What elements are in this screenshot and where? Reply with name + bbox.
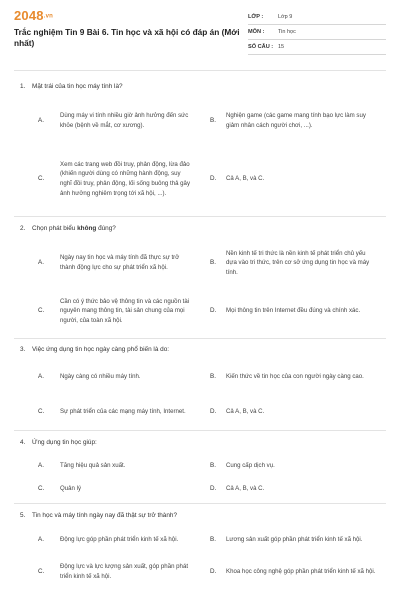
option-d[interactable] xyxy=(200,290,386,332)
question-number: 1. xyxy=(20,82,26,90)
question-text: Việc ứng dụng tin học ngày càng phổ biến là do: xyxy=(32,345,170,353)
question-text-pre: Chọn phát biểu xyxy=(32,224,78,232)
question-number: 4. xyxy=(20,438,26,446)
question-stem xyxy=(14,222,386,234)
question-5 xyxy=(14,509,386,583)
option-row xyxy=(14,365,386,389)
option-label: B. xyxy=(210,462,216,470)
option-label: B. xyxy=(210,117,216,125)
option-b[interactable] xyxy=(200,529,386,551)
question-2 xyxy=(14,222,386,332)
option-a[interactable] xyxy=(14,529,200,551)
option-text: Lương sản xuất góp phần phát triển kinh tế xã hội. xyxy=(226,536,363,544)
meta-value: 15 xyxy=(278,44,285,50)
option-b[interactable] xyxy=(200,460,386,472)
option-label: D. xyxy=(210,408,217,416)
option-label: C. xyxy=(38,175,45,183)
option-c[interactable] xyxy=(14,150,200,208)
question-divider xyxy=(14,503,386,504)
meta-box xyxy=(248,10,386,70)
question-number: 2. xyxy=(20,224,26,232)
question-3 xyxy=(14,343,386,425)
option-label: D. xyxy=(210,307,217,315)
option-d[interactable] xyxy=(200,483,386,495)
question-text-emphasis: không xyxy=(77,224,97,232)
option-text: Kiến thức về tin học của con người ngày càng cao. xyxy=(226,373,364,381)
option-label: B. xyxy=(210,373,216,381)
option-text: Động lực góp phần phát triển kinh tế xã hội. xyxy=(60,536,179,544)
option-row xyxy=(14,242,386,284)
option-c[interactable] xyxy=(14,483,200,495)
meta-row-subject xyxy=(248,25,386,40)
option-d[interactable] xyxy=(200,561,386,583)
option-label: C. xyxy=(38,408,45,416)
option-text: Ngày nay tin học và máy tính đã thực sự trở thành động lực cho sự phát triển xã hội. xyxy=(60,254,180,271)
option-text: Sự phát triển của các mạng máy tính, Internet. xyxy=(60,408,186,416)
option-a[interactable] xyxy=(14,242,200,284)
meta-key: MÔN : xyxy=(248,29,265,35)
option-text: Động lực và lực lượng sản xuất, góp phần phát triển kinh tế xã hội. xyxy=(60,563,189,580)
option-label: A. xyxy=(38,536,44,544)
brand-logo[interactable] xyxy=(14,8,244,23)
option-c[interactable] xyxy=(14,561,200,583)
option-text: Nền kinh tế tri thức là nền kinh tế phát triển chủ yếu dựa vào tri thức, trên cơ sở ứng dụng tin học và máy tính. xyxy=(226,249,370,276)
option-label: C. xyxy=(38,485,45,493)
option-b[interactable] xyxy=(200,106,386,136)
question-stem xyxy=(14,80,386,92)
option-text: Khoa học công nghệ góp phần phát triển kinh tế xã hội. xyxy=(226,568,376,576)
option-c[interactable] xyxy=(14,399,200,425)
option-text: Cần có ý thức bảo vệ thông tin và các nguồn tài nguyên mang thông tin, tài sản chung của mọi người, của toàn xã hội. xyxy=(60,297,190,324)
brand-name: 2048 xyxy=(14,8,44,23)
option-label: B. xyxy=(210,259,216,267)
option-label: A. xyxy=(38,117,44,125)
question-text: Ứng dụng tin học giúp: xyxy=(32,438,97,446)
option-d[interactable] xyxy=(200,150,386,208)
document-title: Trắc nghiệm Tin 9 Bài 6. Tin học và xã hội có đáp án (Mới nhất) xyxy=(14,27,240,48)
option-a[interactable] xyxy=(14,365,200,389)
header xyxy=(14,8,386,70)
question-text-post: đúng? xyxy=(96,224,116,232)
meta-value: Tin học xyxy=(278,29,296,35)
option-text: Cung cấp dịch vụ. xyxy=(226,462,275,470)
question-text: Mặt trái của tin học máy tính là? xyxy=(32,82,123,90)
option-row xyxy=(14,561,386,583)
question-divider xyxy=(14,216,386,217)
option-label: B. xyxy=(210,536,216,544)
question-4 xyxy=(14,436,386,495)
option-text: Cả A, B, và C. xyxy=(226,485,265,493)
option-row xyxy=(14,150,386,208)
option-a[interactable] xyxy=(14,460,200,472)
option-text: Mọi thông tin trên Internet đều đúng và chính xác. xyxy=(226,307,361,315)
question-stem xyxy=(14,343,386,355)
meta-key: SỐ CÂU : xyxy=(248,44,274,50)
option-label: A. xyxy=(38,462,44,470)
meta-row-class xyxy=(248,10,386,25)
option-label: C. xyxy=(38,307,45,315)
option-row xyxy=(14,529,386,551)
meta-row-count xyxy=(248,40,386,55)
brand-suffix: .vn xyxy=(43,13,54,20)
question-divider xyxy=(14,430,386,431)
option-row xyxy=(14,106,386,136)
question-stem xyxy=(14,509,386,521)
option-label: A. xyxy=(38,259,44,267)
option-text: Quản lý xyxy=(60,485,82,493)
question-divider xyxy=(14,338,386,339)
option-label: D. xyxy=(210,568,217,576)
question-text xyxy=(32,225,116,232)
option-label: C. xyxy=(38,568,45,576)
option-b[interactable] xyxy=(200,365,386,389)
option-label: D. xyxy=(210,175,217,183)
header-left xyxy=(14,8,244,70)
option-row xyxy=(14,460,386,472)
option-text: Ngày càng có nhiều máy tính. xyxy=(60,373,141,381)
question-number: 3. xyxy=(20,345,26,353)
question-text: Tin học và máy tính ngày nay đã thật sự trở thành? xyxy=(32,511,177,519)
header-divider xyxy=(14,70,386,71)
option-label: D. xyxy=(210,485,217,493)
option-d[interactable] xyxy=(200,399,386,425)
question-number: 5. xyxy=(20,511,26,519)
option-row xyxy=(14,290,386,332)
option-text: Dùng máy vi tính nhiều giờ ảnh hưởng đến sức khỏe (bệnh về mắt, cơ xương). xyxy=(60,112,189,129)
option-label: A. xyxy=(38,373,44,381)
option-text: Xem các trang web đồi truy, phản động, lừa đảo (khiến người dùng có những hành động, suy nghĩ đồi truy, phản động, lối sống buông thả gây ảnh hưởng nghiêm trọng tới xã hội, ...). xyxy=(60,160,190,197)
question-1 xyxy=(14,80,386,208)
question-stem xyxy=(14,436,386,448)
meta-key: LỚP : xyxy=(248,14,264,20)
option-row xyxy=(14,399,386,425)
option-b[interactable] xyxy=(200,242,386,284)
option-text: Cả A, B, và C. xyxy=(226,408,265,416)
option-row xyxy=(14,483,386,495)
option-text: Cả A, B, và C. xyxy=(226,175,265,183)
option-text: Nghiện game (các game mang tính bạo lực làm suy giảm nhân cách người chơi, ...). xyxy=(226,112,366,129)
option-c[interactable] xyxy=(14,290,200,332)
option-text: Tăng hiệu quả sản xuất. xyxy=(60,462,126,470)
meta-value: Lớp 9 xyxy=(278,14,293,20)
option-a[interactable] xyxy=(14,106,200,136)
